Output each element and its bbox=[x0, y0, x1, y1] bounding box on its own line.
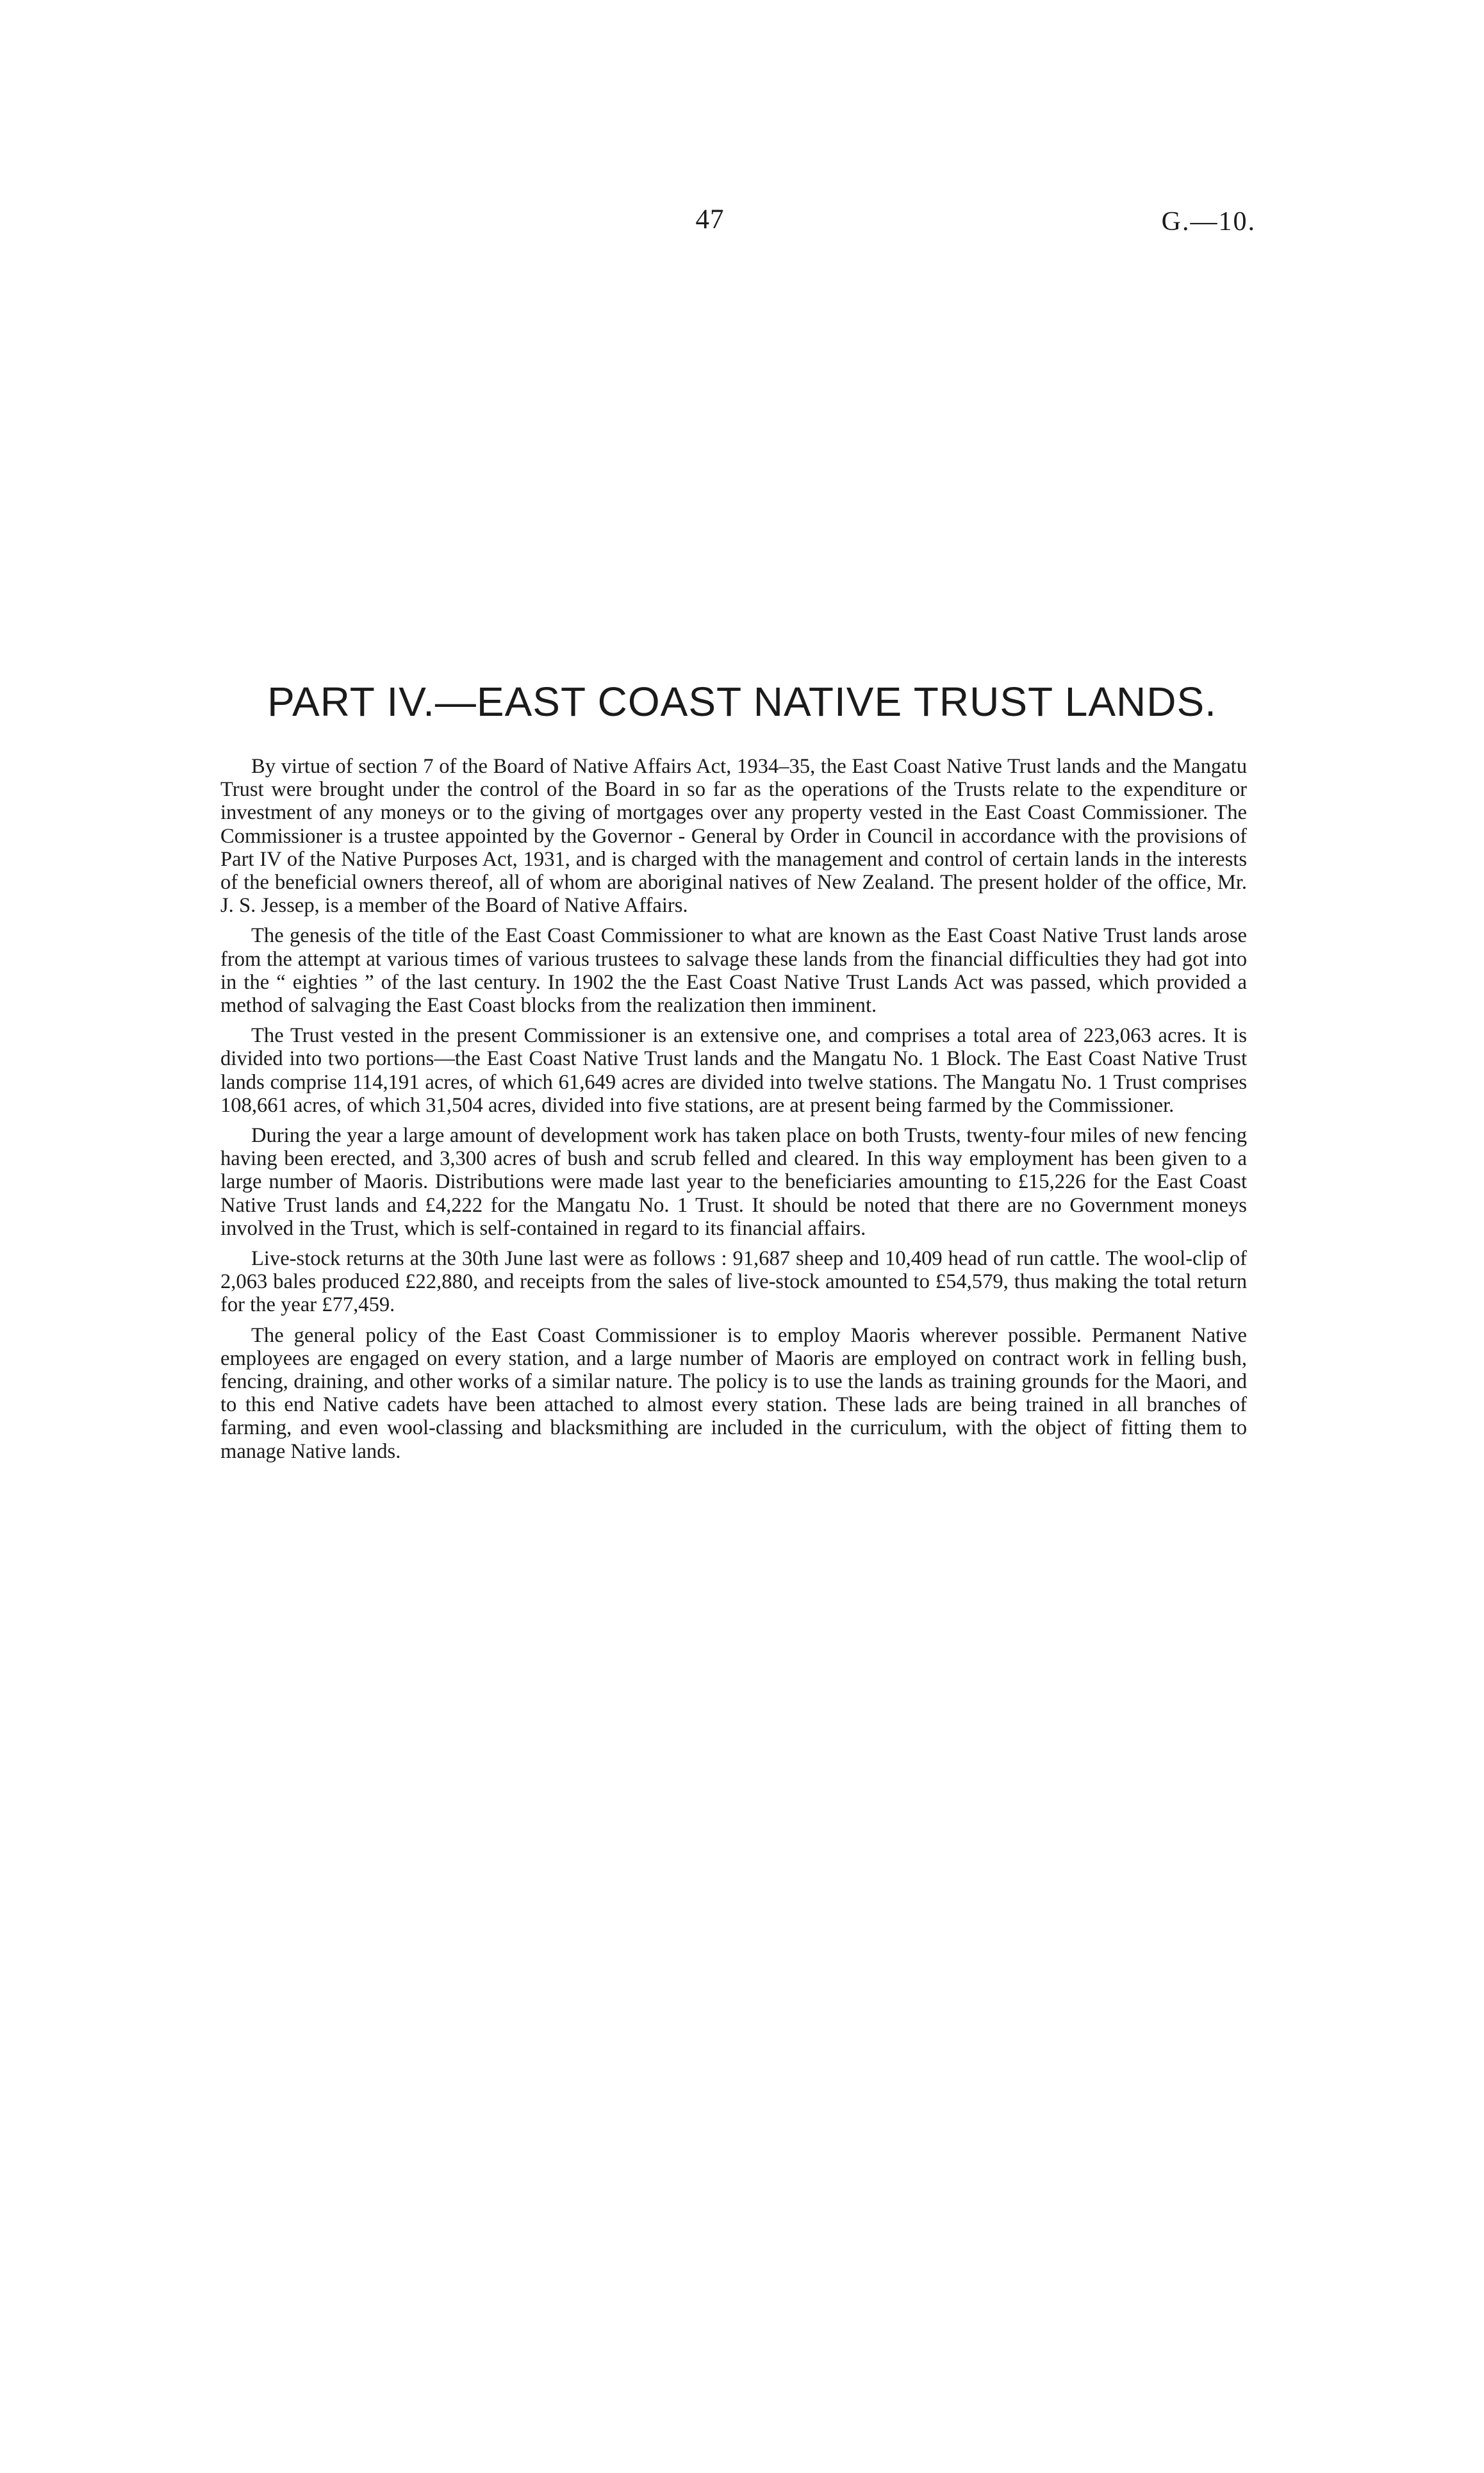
page-number: 47 bbox=[695, 204, 725, 235]
paragraph-general-policy: The general policy of the East Coast Commissioner is to employ Maoris wherever possible. Permanent Native employees are engaged on every station, and a large number of Maoris are employed on contract work in felling bush, fencing, draining, and other works of a similar nature. The policy is to use the lands as training grounds for the Maori, and to this end Native cadets have been attached to almost every station. These lads are being trained in all branches of farming, and even wool-classing and blacksmithing are included in the curriculum, with the object of fitting them to manage Native lands. bbox=[220, 1323, 1247, 1463]
document-reference: G.—10. bbox=[1161, 207, 1256, 236]
paragraph-board-control: By virtue of section 7 of the Board of Native Affairs Act, 1934–35, the East Coast Native Trust lands and the Mangatu Trust were brought under the control of the Board in so far as the operations of the Trusts relate to the expenditure or investment of any moneys or to the giving of mortgages over any property vested in the East Coast Commissioner. The Commissioner is a trustee appointed by the Governor - General by Order in Council in accordance with the provisions of Part IV of the Native Purposes Act, 1931, and is charged with the management and control of certain lands in the interests of the beneficial owners thereof, all of whom are aboriginal natives of New Zealand. The present holder of the office, Mr. J. S. Jessep, is a member of the Board of Native Affairs. bbox=[220, 755, 1247, 918]
paragraph-trust-area: The Trust vested in the present Commissioner is an extensive one, and comprises a total area of 223,063 acres. It is divided into two portions—the East Coast Native Trust lands and the Mangatu No. 1 Block. The East Coast Native Trust lands comprise 114,191 acres, of which 61,649 acres are divided into twelve stations. The Mangatu No. 1 Trust comprises 108,661 acres, of which 31,504 acres, divided into five stations, are at present being farmed by the Commissioner. bbox=[220, 1024, 1247, 1117]
body-text bbox=[220, 755, 1247, 1470]
paragraph-development-work: During the year a large amount of development work has taken place on both Trusts, twenty-four miles of new fencing having been erected, and 3,300 acres of bush and scrub felled and cleared. In this way employment has been given to a large number of Maoris. Distributions were made last year to the beneficiaries amounting to £15,226 for the East Coast Native Trust lands and £4,222 for the Mangatu No. 1 Trust. It should be noted that there are no Government moneys involved in the Trust, which is self-contained in regard to its financial affairs. bbox=[220, 1124, 1247, 1240]
part-title: PART IV.—EAST COAST NATIVE TRUST LANDS. bbox=[267, 679, 1217, 725]
paragraph-genesis-of-title: The genesis of the title of the East Coast Commissioner to what are known as the East Coast Native Trust lands arose from the attempt at various times of various trustees to salvage these lands from the financial difficulties they had got into in the “ eighties ” of the last century. In 1902 the the East Coast Native Trust Lands Act was passed, which provided a method of salvaging the East Coast blocks from the realization then imminent. bbox=[220, 924, 1247, 1018]
paragraph-live-stock-returns: Live-stock returns at the 30th June last were as follows : 91,687 sheep and 10,409 head of run cattle. The wool-clip of 2,063 bales produced £22,880, and receipts from the sales of live-stock amounted to £54,579, thus making the total return for the year £77,459. bbox=[220, 1247, 1247, 1317]
